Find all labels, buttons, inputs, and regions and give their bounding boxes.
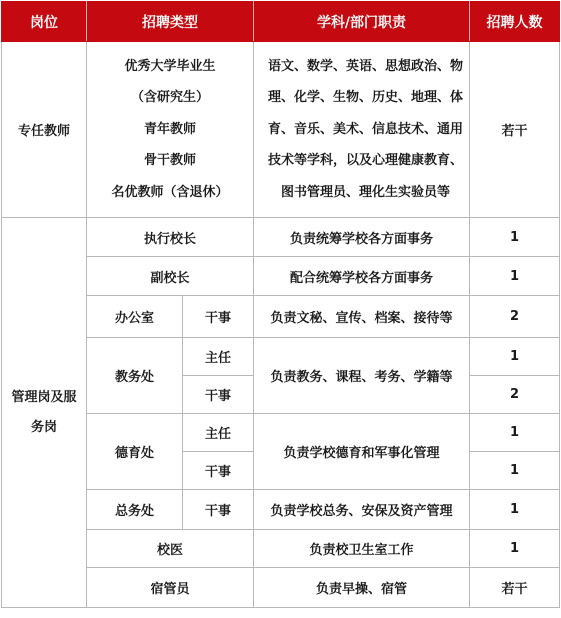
teacher-row bbox=[2, 42, 560, 218]
principal-duty: 负责统筹学校各方面事务 bbox=[254, 218, 470, 257]
principal-count: 1 bbox=[470, 218, 560, 257]
teacher-duty-line: 技术等学科，以及心理健康教育、 bbox=[267, 153, 463, 169]
office-role: 干事 bbox=[183, 296, 254, 338]
moral-count-1: 1 bbox=[470, 414, 560, 452]
doctor-duty: 负责校卫生室工作 bbox=[254, 530, 470, 568]
teacher-duty-line: 育、音乐、美术、信息技术、通用 bbox=[267, 121, 463, 137]
moral-dept: 德育处 bbox=[87, 414, 183, 490]
academic-duty: 负责教务、课程、考务、学籍等 bbox=[254, 338, 470, 414]
vice-duty: 配合统筹学校各方面事务 bbox=[254, 257, 470, 296]
header-type: 招聘类型 bbox=[87, 2, 254, 42]
academic-count-1: 1 bbox=[470, 338, 560, 376]
header-count: 招聘人数 bbox=[470, 2, 560, 42]
academic-dept: 教务处 bbox=[87, 338, 183, 414]
teacher-types bbox=[87, 42, 254, 218]
academic-role-2: 干事 bbox=[183, 376, 254, 414]
teacher-type-line: 名优教师（含退休） bbox=[111, 184, 229, 200]
academic-count-2: 2 bbox=[470, 376, 560, 414]
teacher-type-line: 青年教师 bbox=[143, 121, 196, 137]
teacher-post: 专任教师 bbox=[2, 42, 87, 218]
dorm-duty: 负责早操、宿管 bbox=[254, 568, 470, 608]
office-duty: 负责文秘、宣传、档案、接待等 bbox=[254, 296, 470, 338]
teacher-duty-line: 语文、数学、英语、思想政治、物 bbox=[267, 58, 463, 74]
doctor-type: 校医 bbox=[87, 530, 254, 568]
principal-type: 执行校长 bbox=[87, 218, 254, 257]
academic-role-1: 主任 bbox=[183, 338, 254, 376]
teacher-count: 若干 bbox=[470, 42, 560, 218]
teacher-type-line: （含研究生） bbox=[130, 90, 209, 106]
teacher-duty-line: 图书管理员、理化生实验员等 bbox=[280, 184, 450, 200]
moral-role-2: 干事 bbox=[183, 452, 254, 490]
moral-duty: 负责学校德育和军事化管理 bbox=[254, 414, 470, 490]
header-duty: 学科/部门职责 bbox=[254, 2, 470, 42]
teacher-duty bbox=[254, 42, 470, 218]
principal-row bbox=[2, 218, 560, 257]
moral-count-2: 1 bbox=[470, 452, 560, 490]
general-duty: 负责学校总务、安保及资产管理 bbox=[254, 490, 470, 530]
management-post-line: 管理岗及服 bbox=[11, 389, 77, 405]
teacher-type-line: 骨干教师 bbox=[143, 153, 196, 169]
office-dept: 办公室 bbox=[87, 296, 183, 338]
office-count: 2 bbox=[470, 296, 560, 338]
dorm-type: 宿管员 bbox=[87, 568, 254, 608]
vice-type: 副校长 bbox=[87, 257, 254, 296]
header-post: 岗位 bbox=[2, 2, 87, 42]
general-count: 1 bbox=[470, 490, 560, 530]
doctor-count: 1 bbox=[470, 530, 560, 568]
dorm-count: 若干 bbox=[470, 568, 560, 608]
header-row bbox=[2, 2, 560, 42]
moral-role-1: 主任 bbox=[183, 414, 254, 452]
general-dept: 总务处 bbox=[87, 490, 183, 530]
management-post-line: 务岗 bbox=[30, 419, 57, 435]
vice-count: 1 bbox=[470, 257, 560, 296]
teacher-duty-line: 理、化学、生物、历史、地理、体 bbox=[267, 90, 463, 106]
teacher-type-line: 优秀大学毕业生 bbox=[124, 58, 216, 74]
recruitment-table bbox=[1, 1, 560, 608]
general-role: 干事 bbox=[183, 490, 254, 530]
management-post bbox=[2, 218, 87, 608]
